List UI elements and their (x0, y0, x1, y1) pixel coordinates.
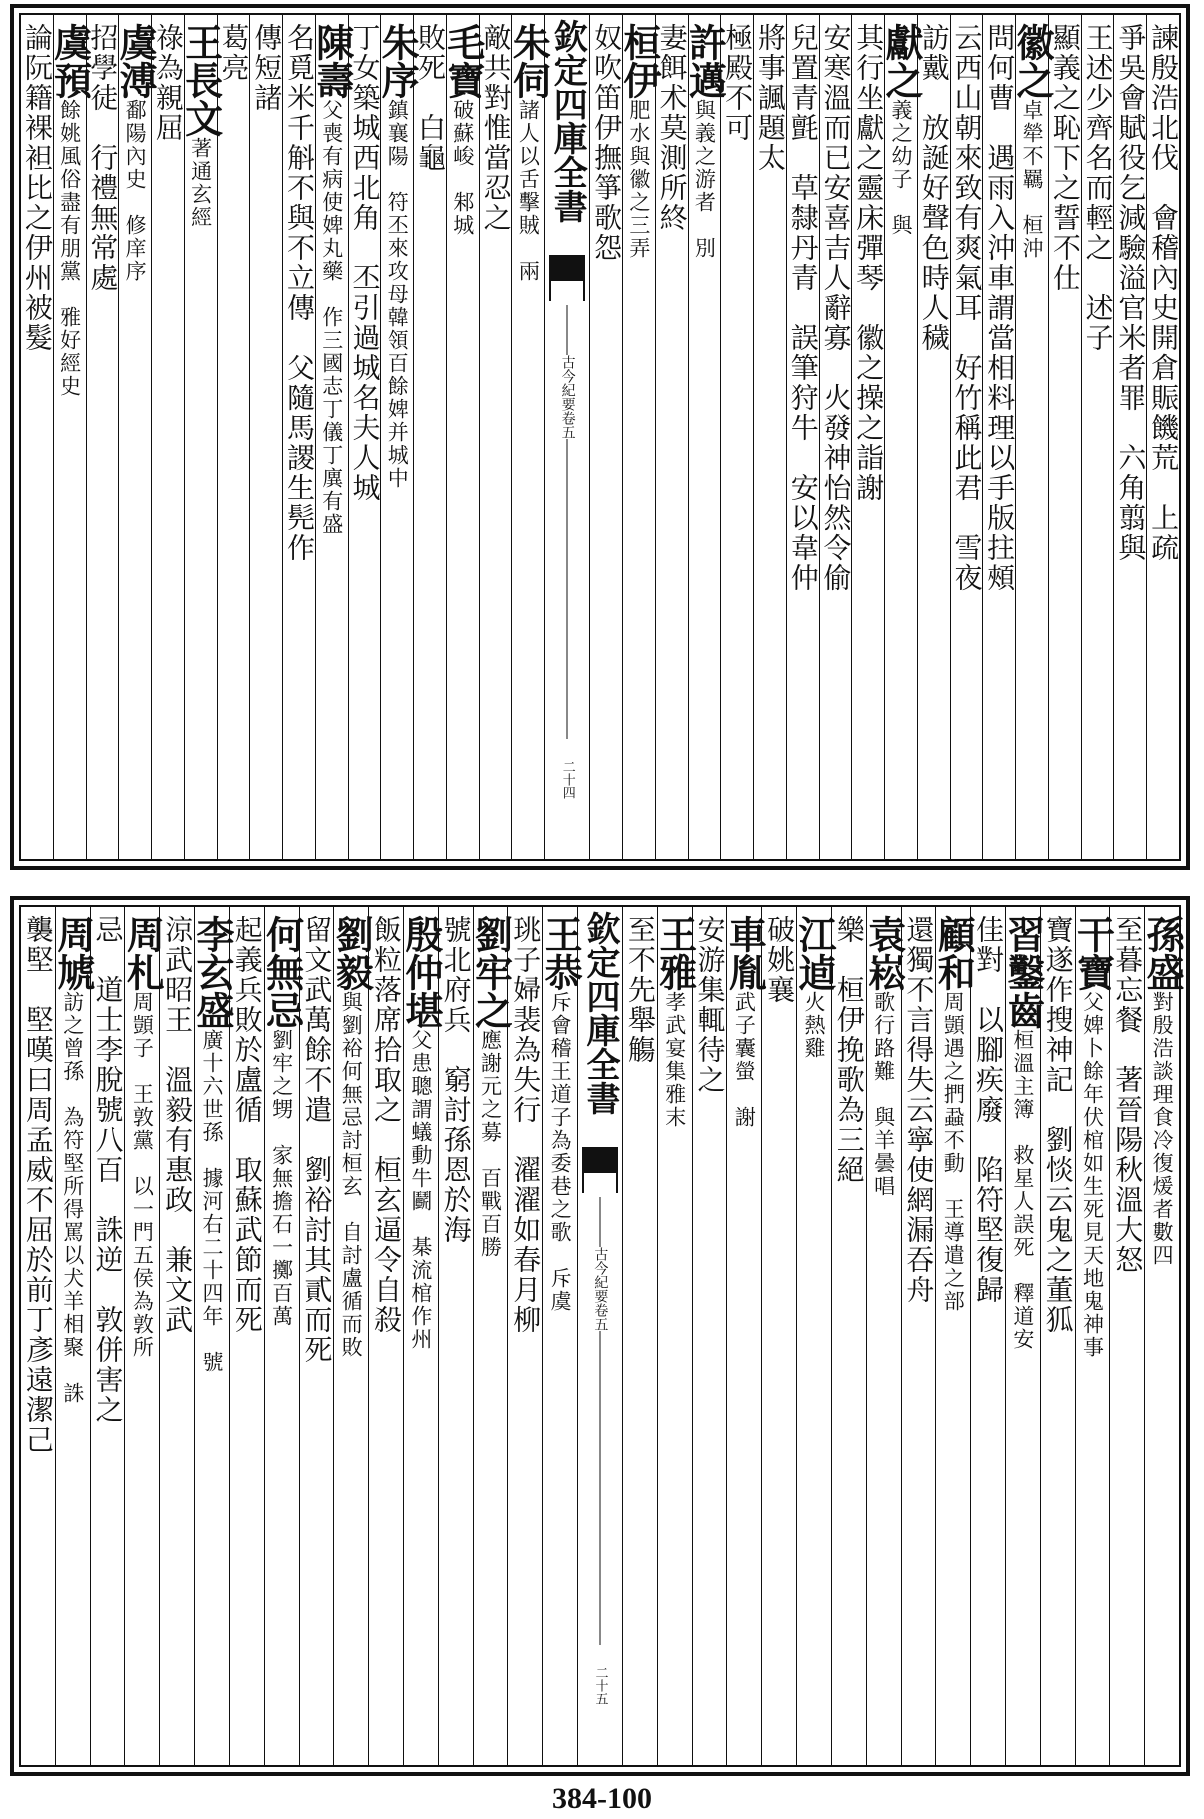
column-text (861, 915, 907, 1198)
text-column (917, 15, 950, 859)
column-text (439, 915, 473, 1245)
text-column (1109, 907, 1144, 1765)
column-body: 涼武昭王 溫毅有惠政 兼文武 (161, 915, 195, 1335)
text-column (438, 907, 473, 1765)
column-body: 其行坐獻之靈床彈琴 徽之操之詣謝 (852, 23, 886, 503)
entry-note: 卓犖不羈 桓沖 (1020, 99, 1045, 260)
column-body: 留文武萬餘不遣 劉裕討其貳而死 (300, 915, 334, 1365)
fishtail-mark (549, 255, 585, 281)
column-body: 珧子婦裴為失行 濯濯如春月柳 (509, 915, 543, 1335)
column-text (509, 915, 543, 1335)
column-text (1147, 23, 1181, 563)
column-body: 敵共對惟當忍之 (479, 23, 513, 233)
entry-note: 父婢卜餘年伏棺如生死見天地鬼神事 (1080, 991, 1105, 1359)
entry-name: 朱伺 (506, 23, 552, 99)
entry-name: 王長文 (178, 23, 224, 137)
column-text (329, 915, 375, 1359)
text-column (982, 15, 1015, 859)
column-text (189, 915, 235, 1374)
text-column (398, 907, 444, 1765)
entry-name: 徽之 (1010, 23, 1056, 99)
page-reference: 384-100 (552, 1782, 652, 1815)
column-body: 號北府兵 窮討孫恩於海 (439, 915, 473, 1245)
text-column (468, 907, 514, 1765)
top-page-columns (19, 13, 1181, 861)
text-column (329, 907, 375, 1765)
entry-name: 陳壽 (309, 23, 355, 99)
entry-name: 周虓 (50, 915, 96, 991)
column-body: 安寒溫而已安喜吉人辭寡 火發神怡然令偷 (819, 23, 853, 593)
column-text (950, 23, 984, 593)
column-text (786, 23, 820, 593)
column-text (506, 23, 552, 283)
top-page (10, 4, 1190, 870)
text-column (1146, 15, 1179, 859)
text-column (282, 15, 315, 859)
entry-name: 桓伊 (616, 23, 662, 99)
column-text (468, 915, 514, 1259)
entry-name: 江逌 (791, 915, 837, 991)
column-body: 兒置青氈 草隸丹青 誤筆狩牛 安以韋仲 (786, 23, 820, 593)
entry-note: 父喪有病使婢丸藥 作三國志丁儀丁廙有盛 (319, 99, 344, 536)
text-column (368, 907, 403, 1765)
column-text (1111, 915, 1145, 1275)
column-text (282, 23, 316, 563)
text-column (682, 15, 728, 859)
text-column (506, 15, 552, 859)
column-text (309, 23, 355, 536)
column-text (682, 23, 728, 260)
entry-name: 袁崧 (861, 915, 907, 991)
entry-name: 干寶 (1070, 915, 1116, 991)
column-text (113, 23, 159, 283)
text-column (1070, 907, 1116, 1765)
column-body: 名覓米千斛不與不立傳 父隨馬謖生髡作 (282, 23, 316, 563)
entry-name: 劉牢之 (468, 915, 514, 1029)
column-body: 至不先舉觴 (623, 915, 657, 1065)
column-text (300, 915, 334, 1365)
column-text (20, 23, 54, 353)
text-column (413, 15, 446, 859)
column-text (120, 915, 166, 1359)
text-column (901, 907, 936, 1765)
text-column (1140, 907, 1186, 1765)
chapter-label (560, 355, 575, 439)
text-column (970, 907, 1005, 1765)
bottom-page (10, 896, 1190, 1776)
center-fold (577, 907, 622, 1765)
entry-note: 與劉裕何無忌討桓玄 自討盧循而敗 (339, 991, 364, 1359)
column-text (819, 23, 853, 593)
bottom-page-columns (19, 905, 1186, 1767)
entry-note: 著通玄經 (188, 137, 213, 229)
column-body: 寶遂作搜神記 劉惔云鬼之董狐 (1041, 915, 1075, 1335)
column-text (538, 915, 584, 1313)
entry-note: 破蘇峻 邾城 (450, 99, 475, 237)
text-column (622, 907, 657, 1765)
entry-name: 王雅 (652, 915, 698, 991)
column-text (791, 915, 837, 1060)
entry-name: 習鑿齒 (1000, 915, 1046, 1029)
text-column (819, 15, 852, 859)
book-title: 欽定四庫全書 (580, 911, 620, 1115)
text-column (217, 15, 250, 859)
text-column (47, 15, 93, 859)
column-text (832, 915, 866, 1185)
column-text (590, 23, 624, 263)
column-text (1010, 23, 1056, 260)
text-column (931, 907, 977, 1765)
chapter-label (593, 1247, 608, 1331)
column-text (852, 23, 886, 503)
text-column (589, 15, 622, 859)
book-title: 欽定四庫全書 (547, 19, 588, 223)
entry-note: 鄱陽內史 修庠序 (123, 99, 148, 283)
column-body: 敗死 白龜 (414, 23, 448, 173)
text-column (375, 15, 421, 859)
fishtail-frame (549, 281, 585, 301)
column-text (1081, 23, 1115, 353)
text-column (120, 907, 166, 1765)
column-text (259, 915, 305, 1328)
entry-note: 武子囊螢 謝 (732, 991, 757, 1129)
column-text (983, 23, 1017, 593)
column-text (902, 915, 936, 1305)
column-text (753, 23, 787, 173)
entry-note: 與義之游者 別 (692, 99, 717, 260)
text-column (861, 907, 907, 1765)
column-text (931, 915, 977, 1313)
text-column (1000, 907, 1046, 1765)
column-body: 傳短諸 (250, 23, 284, 113)
column-body: 論阮籍裸袒比之伊州被髮 (20, 23, 54, 353)
entry-name: 虞預 (47, 23, 93, 99)
text-column (831, 907, 866, 1765)
center-fold (544, 15, 589, 859)
column-text (1140, 915, 1186, 1267)
text-column (692, 907, 727, 1765)
entry-note: 斥會稽王道子為委巷之歌 斥虞 (548, 991, 573, 1313)
entry-name: 虞溥 (113, 23, 159, 99)
volume-label: 卷五 (559, 411, 576, 439)
column-body: 飯粒落席拾取之 桓玄逼令自殺 (370, 915, 404, 1335)
column-text (370, 915, 404, 1335)
text-column (851, 15, 884, 859)
text-column (655, 15, 688, 859)
column-text (178, 23, 224, 229)
entry-note: 義之幼子 與 (888, 99, 913, 237)
entry-note: 應謝元之募 百戰百勝 (478, 1029, 503, 1259)
column-body: 爭吳會賦役乞減驗溢官米者罪 六角翦與 (1114, 23, 1148, 563)
text-column (652, 907, 698, 1765)
text-column (1081, 15, 1114, 859)
text-column (950, 15, 983, 859)
entry-name: 孫盛 (1140, 915, 1186, 991)
text-column (151, 15, 184, 859)
entry-note: 火熱雞 (801, 991, 826, 1060)
column-text (878, 23, 924, 237)
column-text (21, 915, 55, 1455)
text-column (113, 15, 159, 859)
entry-note: 餘姚風俗盡有朋黨 雅好經史 (57, 99, 82, 398)
text-column (50, 907, 96, 1765)
column-text (763, 915, 797, 1005)
column-body: 忌 道士李脫號八百 誅逆 敦併害之 (91, 915, 125, 1425)
text-column (720, 15, 753, 859)
column-text (230, 915, 264, 1335)
column-body: 顯義之恥下之誓不仕 (1048, 23, 1082, 293)
entry-name: 顧和 (931, 915, 977, 991)
column-body: 破姚襄 (763, 915, 797, 1005)
entry-name: 王恭 (538, 915, 584, 991)
column-body: 將事諷題太 (753, 23, 787, 173)
column-text (972, 915, 1006, 1305)
fishtail-mark (582, 1147, 618, 1173)
column-body: 諫殷浩北伐 會稽內史開倉賑饑荒 上疏 (1147, 23, 1181, 563)
entry-name: 獻之 (878, 23, 924, 99)
text-column (1010, 15, 1056, 859)
column-text (375, 23, 421, 490)
text-column (791, 907, 837, 1765)
entry-name: 劉毅 (329, 915, 375, 991)
column-body: 極殿不可 (721, 23, 755, 143)
text-column (178, 15, 224, 859)
column-text (1041, 915, 1075, 1335)
entry-note: 鎮襄陽 符丕來攻母韓領百餘婢并城中 (385, 99, 410, 490)
text-column (761, 907, 796, 1765)
column-body: 奴吹笛伊撫箏歌怨 (590, 23, 624, 263)
entry-note: 訪之曾孫 為符堅所得罵以犬羊相聚 誅 (60, 991, 85, 1405)
column-body: 云西山朝來致有爽氣耳 好竹稱此君 雪夜 (950, 23, 984, 593)
column-body: 妻餌术莫測所終 (655, 23, 689, 233)
text-column (440, 15, 486, 859)
column-body: 招學徒 行禮無常處 (86, 23, 120, 293)
column-text (1070, 915, 1116, 1359)
column-body: 訪戴 放誕好聲色時人穢 (917, 23, 951, 353)
column-text (722, 915, 768, 1129)
volume-label: 卷五 (592, 1303, 609, 1331)
column-text (47, 23, 93, 398)
entry-name: 何無忌 (259, 915, 305, 1029)
column-text (616, 23, 662, 260)
column-body: 起義兵敗於盧循 取蘇武節而死 (230, 915, 264, 1335)
entry-name: 周札 (120, 915, 166, 991)
entry-note: 對殷浩談理食冷復煖者數四 (1150, 991, 1175, 1267)
column-text (398, 915, 444, 1351)
column-text (1000, 915, 1046, 1351)
text-column (249, 15, 282, 859)
entry-note: 歌行路難 與羊曇唱 (871, 991, 896, 1198)
text-column (229, 907, 264, 1765)
column-text (50, 915, 96, 1405)
text-column (538, 907, 584, 1765)
text-column (878, 15, 924, 859)
entry-note: 肥水與徽之三弄 (626, 99, 651, 260)
book-subtitle: 古今紀要 (592, 1247, 609, 1303)
entry-note: 諸人以舌擊賊 兩 (516, 99, 541, 283)
column-body: 問何曹 遇雨入沖車謂當相料理以手版拄頰 (983, 23, 1017, 593)
column-text (250, 23, 284, 113)
entry-note: 桓溫主簿 救星人誤死 釋道安 (1010, 1029, 1035, 1351)
text-column (1048, 15, 1081, 859)
entry-name: 殷仲堪 (398, 915, 444, 1029)
entry-note: 周顗遇之捫蝨不動 王導遣之部 (941, 991, 966, 1313)
entry-note: 廣十六世孫 據河右二十四年 號 (199, 1029, 224, 1374)
column-body: 佳對 以腳疾廢 陷符堅復歸 (972, 915, 1006, 1305)
text-column (309, 15, 355, 859)
text-column (299, 907, 334, 1765)
text-column (159, 907, 194, 1765)
column-text (693, 915, 727, 1095)
entry-name: 李玄盛 (189, 915, 235, 1029)
entry-note: 周顗子 王敦黨 以一門五侯為敦所 (130, 991, 155, 1359)
text-column (753, 15, 786, 859)
text-column (189, 907, 235, 1765)
entry-name: 車胤 (722, 915, 768, 991)
text-column (90, 907, 125, 1765)
column-text (652, 915, 698, 1129)
column-body: 襲堅 堅嘆曰周孟威不屈於前丁彥遠潔己 (21, 915, 55, 1455)
column-body: 祿為親屈 (151, 23, 185, 143)
entry-note: 父患聰謂蟻動牛鬬 棊流棺作州 (408, 1029, 433, 1351)
column-body: 丁女築城西北角 丕引過城名夫人城 (348, 23, 382, 503)
text-column (259, 907, 305, 1765)
column-body: 葛亮 (217, 23, 251, 83)
entry-note: 劉牢之甥 家無擔石一擲百萬 (269, 1029, 294, 1328)
entry-name: 毛寶 (440, 23, 486, 99)
column-text (440, 23, 486, 237)
page-number: 二十五 (592, 1666, 608, 1705)
text-column (1113, 15, 1146, 859)
column-text (1114, 23, 1148, 563)
fishtail-frame (582, 1173, 618, 1193)
text-column (21, 907, 55, 1765)
text-column (616, 15, 662, 859)
column-body: 王述少齊名而輕之 述子 (1081, 23, 1115, 353)
entry-note: 孝武宴集雅末 (662, 991, 687, 1129)
column-text (161, 915, 195, 1335)
text-column (786, 15, 819, 859)
book-subtitle: 古今紀要 (559, 355, 576, 411)
column-text (623, 915, 657, 1065)
text-column (21, 15, 53, 859)
entry-name: 朱序 (375, 23, 421, 99)
column-body: 至暮忘餐 著晉陽秋溫大怒 (1111, 915, 1145, 1275)
text-column (348, 15, 381, 859)
text-column (507, 907, 542, 1765)
column-body: 安游集輒待之 (693, 915, 727, 1095)
column-body: 樂 桓伊挽歌為三絕 (832, 915, 866, 1185)
page-number: 二十四 (559, 760, 575, 799)
text-column (86, 15, 119, 859)
column-text (91, 915, 125, 1425)
text-column (722, 907, 768, 1765)
column-body: 還獨不言得失云寧使網漏吞舟 (902, 915, 936, 1305)
text-column (479, 15, 512, 859)
text-column (1040, 907, 1075, 1765)
entry-name: 許邁 (682, 23, 728, 99)
